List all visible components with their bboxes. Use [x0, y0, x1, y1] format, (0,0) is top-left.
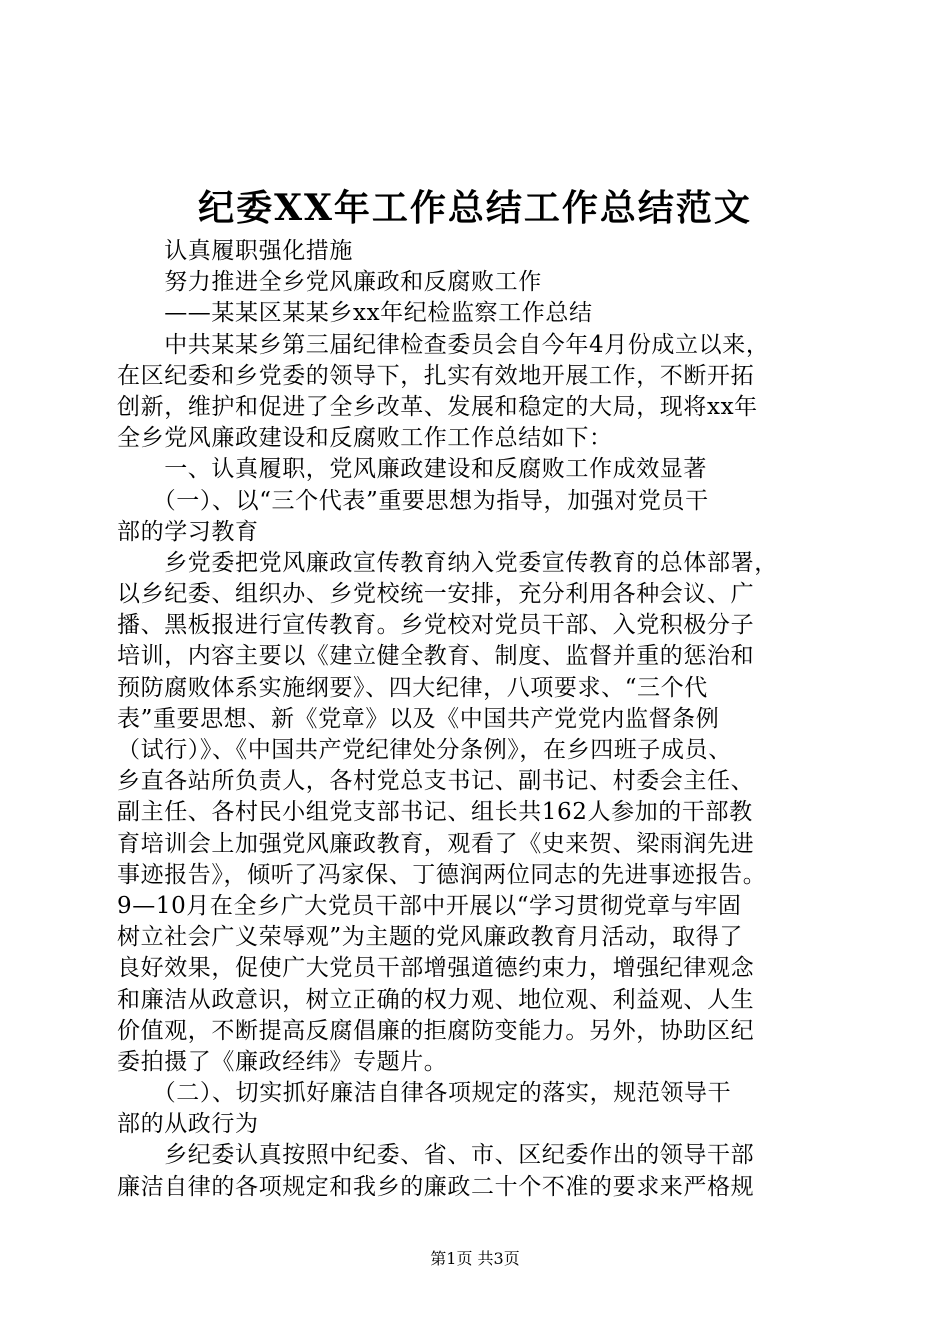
paragraph-line: 努力推进全乡党风廉政和反腐败工作	[117, 269, 542, 296]
paragraph-line: 预防腐败体系实施纲要》、四大纪律，八项要求、“三个代	[117, 674, 708, 701]
subsection-heading: 部的从政行为	[117, 1111, 259, 1138]
section-heading: 一、认真履职，党风廉政建设和反腐败工作成效显著	[117, 456, 707, 483]
document-body	[117, 236, 833, 1203]
paragraph-line: 乡党委把党风廉政宣传教育纳入党委宣传教育的总体部署，	[117, 549, 778, 576]
paragraph-line: 创新，维护和促进了全乡改革、发展和稳定的大局，现将xx年	[117, 393, 758, 420]
paragraph-line: 和廉洁从政意识，树立正确的权力观、地位观、利益观、人生	[117, 986, 755, 1013]
paragraph-line: 副主任、各村民小组党支部书记、组长共162人参加的干部教	[117, 799, 753, 826]
paragraph-line: 9—10月在全乡广大党员干部中开展以“学习贯彻党章与牢固	[117, 892, 742, 919]
paragraph-line: ——某某区某某乡xx年纪检监察工作总结	[117, 300, 593, 327]
page-footer: 第1页 共3页	[430, 1249, 520, 1268]
paragraph-line: 良好效果，促使广大党员干部增强道德约束力，增强纪律观念	[117, 955, 755, 982]
paragraph-line: 播、黑板报进行宣传教育。乡党校对党员干部、入党积极分子	[117, 612, 755, 639]
paragraph-line: 价值观，不断提高反腐倡廉的拒腐防变能力。另外，协助区纪	[117, 1017, 755, 1044]
paragraph-line: （试行）》、《中国共产党纪律处分条例》，在乡四班子成员、	[117, 737, 732, 763]
paragraph-line: 育培训会上加强党风廉政教育，观看了《史来贺、梁雨润先进	[117, 830, 755, 857]
paragraph-line: 树立社会广义荣辱观”为主题的党风廉政教育月活动，取得了	[117, 924, 743, 951]
paragraph-line: 表”重要思想、新《党章》以及《中国共产党党内监督条例	[117, 705, 720, 732]
paragraph-line: 委拍摄了《廉政经纬》专题片。	[117, 1048, 448, 1075]
paragraph-line: 在区纪委和乡党委的领导下，扎实有效地开展工作，不断开拓	[117, 362, 755, 389]
subsection-heading: （一）、以“三个代表”重要思想为指导，加强对党员干	[117, 487, 709, 514]
paragraph-line: 廉洁自律的各项规定和我乡的廉政二十个不准的要求来严格规	[117, 1173, 755, 1200]
subsection-heading: （二）、切实抓好廉洁自律各项规定的落实，规范领导干	[117, 1080, 732, 1107]
paragraph-line: 乡纪委认真按照中纪委、省、市、区纪委作出的领导干部	[117, 1142, 755, 1169]
paragraph-line: 全乡党风廉政建设和反腐败工作工作总结如下：	[117, 425, 613, 452]
paragraph-line: 中共某某乡第三届纪律检查委员会自今年4月份成立以来，	[117, 331, 770, 358]
paragraph-line: 事迹报告》，倾听了冯家保、丁德润两位同志的先进事迹报告。	[117, 861, 767, 888]
paragraph-line: 以乡纪委、组织办、乡党校统一安排，充分利用各种会议、广	[117, 581, 755, 608]
paragraph-line: 培训，内容主要以《建立健全教育、制度、监督并重的惩治和	[117, 643, 755, 670]
paragraph-line: 认真履职强化措施	[117, 238, 353, 264]
document-title: 纪委XX年工作总结工作总结范文	[198, 187, 752, 229]
subsection-heading: 部的学习教育	[117, 518, 259, 545]
paragraph-line: 乡直各站所负责人，各村党总支书记、副书记、村委会主任、	[117, 768, 755, 795]
